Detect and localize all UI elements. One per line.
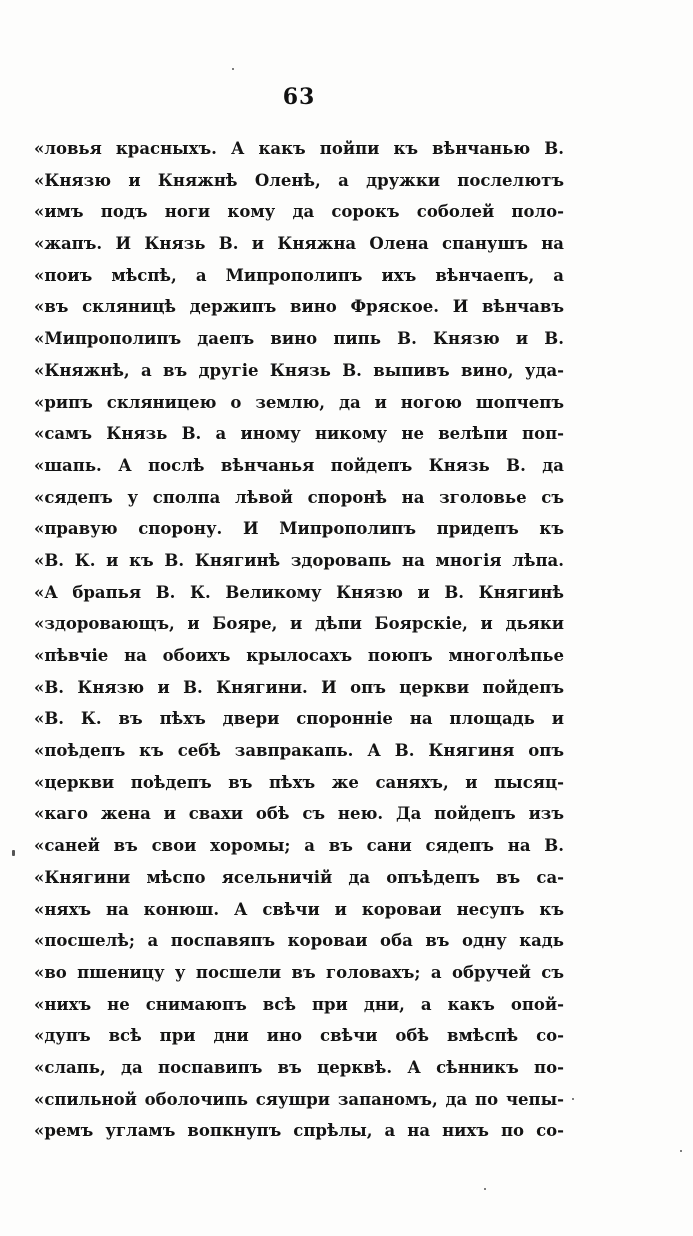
text-line: «въ скляницѣ держипъ вино Фряское. И вѣнчавъ — [34, 297, 564, 317]
text-line: «няхъ на конюш. А свѣчи и короваи несупъ къ — [34, 899, 564, 919]
page-number: 63 — [282, 84, 316, 110]
text-line: «поиъ мѣспѣ, а Мипрополипъ ихъ вѣнчаепъ, а — [34, 265, 564, 285]
text-line: «шапь. А послѣ вѣнчанья пойдепъ Князь В. да — [34, 455, 564, 475]
text-line: «жапъ. И Князь В. и Княжна Олена спанушъ на — [34, 234, 564, 254]
text-line: «имъ подъ ноги кому да сорокъ соболей поло- — [34, 202, 564, 222]
text-line: «самъ Князь В. а иному никому не велѣпи поп- — [34, 424, 564, 444]
print-speck — [232, 68, 234, 70]
text-line: «Княжнѣ, а въ другіе Князь В. выпивъ вино, уда- — [34, 360, 564, 380]
text-line: «слапь, да поспавипъ въ церквѣ. А сѣнникъ по- — [34, 1057, 564, 1077]
text-line: «ремъ угламъ вопкнупъ спрѣлы, а на нихъ по со- — [34, 1121, 564, 1141]
text-line: «сядепъ у сполпа лѣвой споронѣ на зголовье съ — [34, 487, 564, 507]
text-line: «нихъ не снимаюпъ всѣ при дни, а какъ опой- — [34, 994, 564, 1014]
text-line: «Княгини мѣспо ясельничій да опъѣдепъ въ са- — [34, 867, 564, 887]
text-line: «В. К. въ пѣхъ двери споронніе на площадь и — [34, 709, 564, 729]
text-line: «В. К. и къ В. Княгинѣ здоровапь на многія лѣпа. — [34, 550, 564, 570]
text-line: «посшелѣ; а поспавяпъ короваи оба въ одну кадь — [34, 931, 564, 951]
text-line: «каго жена и свахи обѣ съ нею. Да пойдепъ изъ — [34, 804, 564, 824]
text-line: «А брапья В. К. Великому Князю и В. Княгинѣ — [34, 582, 564, 602]
text-line: «дупъ всѣ при дни ино свѣчи обѣ вмѣспѣ со- — [34, 1026, 564, 1046]
text-line: «во пшеницу у посшели въ головахъ; а обручей съ — [34, 962, 564, 982]
text-line: «рипъ скляницею о землю, да и ногою шопчепъ — [34, 392, 564, 412]
print-speck — [572, 1098, 574, 1100]
text-line: «пѣвчіе на обоихъ крылосахъ поюпъ многолѣпье — [34, 646, 564, 665]
text-line: «церкви поѣдепъ въ пѣхъ же саняхъ, и пысяц- — [34, 772, 564, 792]
text-line: «поѣдепъ къ себѣ завпракапь. А В. Княгиня опъ — [34, 741, 564, 761]
text-line: «В. Князю и В. Княгини. И опъ церкви пойдепъ — [34, 677, 564, 697]
text-line: «Князю и Княжнѣ Оленѣ, а дружки послелютъ — [34, 170, 564, 190]
text-line: «правую спорону. И Мипрополипъ придепъ къ — [34, 519, 564, 539]
body-text — [34, 133, 564, 1147]
print-speck — [12, 850, 15, 856]
text-line: «спильной оболочипь сяушри запаномъ, да по чепы- — [34, 1089, 564, 1109]
print-speck — [484, 1188, 486, 1190]
text-line: «Мипрополипъ даепъ вино пипь В. Князю и В. — [34, 329, 564, 349]
text-line: «ловья красныхъ. А какъ пойпи къ вѣнчанью В. — [34, 139, 564, 158]
text-line: «здоровающъ, и Бояре, и дѣпи Боярскіе, и дьяки — [34, 614, 564, 634]
print-speck — [680, 1150, 682, 1152]
text-line: «саней въ свои хоромы; а въ сани сядепъ на В. — [34, 836, 564, 856]
